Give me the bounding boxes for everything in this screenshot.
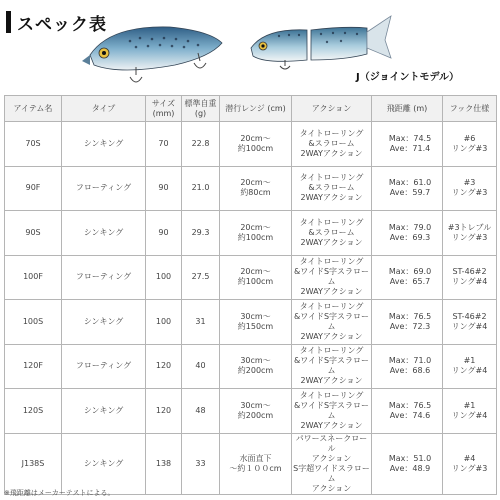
action-line: アクション bbox=[311, 483, 352, 493]
action-line: タイトローリング bbox=[299, 128, 364, 138]
hook-ring: リング#3 bbox=[451, 463, 488, 473]
range-from: 水面直下 bbox=[239, 453, 272, 463]
range-from: 20cm〜 bbox=[240, 222, 271, 232]
action-line: パワースネークロール bbox=[295, 433, 368, 453]
action-line: &スラローム bbox=[308, 138, 355, 148]
hook-ring: リング#4 bbox=[451, 410, 488, 420]
range-from: 30cm〜 bbox=[240, 356, 271, 366]
cell-item: 100S bbox=[5, 300, 62, 345]
header-type: タイプ bbox=[62, 96, 146, 122]
range-to: 約80cm bbox=[240, 188, 271, 198]
cell-weight: 27.5 bbox=[182, 255, 220, 300]
action-line: タイトローリング bbox=[299, 346, 364, 356]
cell-range bbox=[220, 255, 292, 300]
table-row bbox=[5, 211, 497, 256]
hook-size: #1 bbox=[463, 400, 476, 410]
cell-size: 90 bbox=[146, 166, 182, 211]
distance-ave: Ave：72.3 bbox=[389, 321, 431, 331]
distance-max: Max：76.5 bbox=[388, 400, 432, 410]
action-line: タイトローリング bbox=[299, 390, 364, 400]
cell-type: シンキング bbox=[62, 211, 146, 256]
cell-size: 138 bbox=[146, 433, 182, 494]
distance-ave: Ave：71.4 bbox=[389, 143, 431, 153]
table-row bbox=[5, 344, 497, 389]
cell-weight: 29.3 bbox=[182, 211, 220, 256]
range-from: 30cm〜 bbox=[240, 400, 271, 410]
cell-action bbox=[292, 300, 372, 345]
distance-ave: Ave：59.7 bbox=[389, 188, 431, 198]
cell-distance bbox=[372, 255, 443, 300]
cell-type: フローティング bbox=[62, 255, 146, 300]
cell-weight: 21.0 bbox=[182, 166, 220, 211]
distance-ave: Ave：74.6 bbox=[389, 410, 431, 420]
cell-range bbox=[220, 344, 292, 389]
action-line: 2WAYアクション bbox=[300, 287, 363, 297]
distance-max: Max：51.0 bbox=[388, 453, 432, 463]
action-line: &ワイドS字スラローム bbox=[293, 356, 370, 376]
hook-size: #3トレブル bbox=[447, 222, 492, 232]
cell-item: J138S bbox=[5, 433, 62, 494]
cell-item: 70S bbox=[5, 122, 62, 167]
hook-ring: リング#4 bbox=[451, 321, 488, 331]
hook-ring: リング#4 bbox=[451, 366, 488, 376]
distance-ave: Ave：68.6 bbox=[389, 366, 431, 376]
header-weight: 標準自重 (g) bbox=[182, 96, 220, 122]
hook-size: #3 bbox=[463, 178, 476, 188]
distance-max: Max：71.0 bbox=[388, 356, 432, 366]
cell-hook bbox=[443, 211, 497, 256]
cell-distance bbox=[372, 344, 443, 389]
cell-size: 120 bbox=[146, 344, 182, 389]
hook-ring: リング#3 bbox=[451, 188, 488, 198]
table-body bbox=[5, 122, 497, 495]
cell-distance bbox=[372, 166, 443, 211]
action-line: &ワイドS字スラローム bbox=[293, 311, 370, 331]
range-to: 〜約１００cm bbox=[229, 463, 282, 473]
cell-distance bbox=[372, 433, 443, 494]
action-line: タイトローリング bbox=[299, 257, 364, 267]
hook-size: #6 bbox=[463, 133, 476, 143]
action-line: アクション bbox=[311, 453, 352, 463]
cell-size: 90 bbox=[146, 211, 182, 256]
cell-size: 70 bbox=[146, 122, 182, 167]
lure-images bbox=[0, 0, 500, 95]
cell-weight: 22.8 bbox=[182, 122, 220, 167]
table-row bbox=[5, 122, 497, 167]
action-line: &ワイドS字スラローム bbox=[293, 267, 370, 287]
cell-weight: 40 bbox=[182, 344, 220, 389]
distance-ave: Ave：69.3 bbox=[389, 232, 431, 242]
cell-action bbox=[292, 433, 372, 494]
cell-size: 100 bbox=[146, 300, 182, 345]
cell-distance bbox=[372, 389, 443, 434]
cell-distance bbox=[372, 300, 443, 345]
cell-size: 100 bbox=[146, 255, 182, 300]
header-item: アイテム名 bbox=[5, 96, 62, 122]
table-row bbox=[5, 433, 497, 494]
cell-distance bbox=[372, 211, 443, 256]
cell-action bbox=[292, 122, 372, 167]
range-from: 20cm〜 bbox=[240, 267, 271, 277]
header-range: 潜行レンジ (cm) bbox=[220, 96, 292, 122]
hook-ring: リング#3 bbox=[451, 232, 488, 242]
cell-range bbox=[220, 211, 292, 256]
range-from: 20cm〜 bbox=[240, 178, 271, 188]
cell-hook bbox=[443, 255, 497, 300]
cell-hook bbox=[443, 166, 497, 211]
action-line: S字超ワイドスラローム bbox=[293, 463, 370, 483]
minnow-lure-image bbox=[80, 5, 230, 95]
cell-hook bbox=[443, 344, 497, 389]
cell-hook bbox=[443, 300, 497, 345]
cell-type: シンキング bbox=[62, 389, 146, 434]
range-to: 約100cm bbox=[237, 232, 274, 242]
cell-weight: 48 bbox=[182, 389, 220, 434]
cell-action bbox=[292, 344, 372, 389]
range-to: 約200cm bbox=[237, 366, 274, 376]
hook-size: ST-46#2 bbox=[452, 311, 487, 321]
action-line: タイトローリング bbox=[299, 301, 364, 311]
header-action: アクション bbox=[292, 96, 372, 122]
table-header-row bbox=[5, 96, 497, 122]
distance-max: Max：61.0 bbox=[388, 178, 432, 188]
action-line: 2WAYアクション bbox=[300, 331, 363, 341]
cell-weight: 31 bbox=[182, 300, 220, 345]
cell-type: シンキング bbox=[62, 433, 146, 494]
action-line: &ワイドS字スラローム bbox=[293, 400, 370, 420]
spec-table bbox=[4, 95, 497, 495]
action-line: 2WAYアクション bbox=[300, 420, 363, 430]
cell-item: 120S bbox=[5, 389, 62, 434]
cell-hook bbox=[443, 122, 497, 167]
distance-max: Max：79.0 bbox=[388, 222, 432, 232]
range-from: 30cm〜 bbox=[240, 311, 271, 321]
title-text: スペック表 bbox=[17, 14, 107, 35]
cell-size: 120 bbox=[146, 389, 182, 434]
distance-max: Max：69.0 bbox=[388, 267, 432, 277]
cell-type: フローティング bbox=[62, 344, 146, 389]
distance-ave: Ave：48.9 bbox=[389, 463, 431, 473]
joint-model-label: J（ジョイントモデル） bbox=[356, 72, 460, 83]
action-line: 2WAYアクション bbox=[300, 237, 363, 247]
range-from: 20cm〜 bbox=[240, 133, 271, 143]
range-to: 約100cm bbox=[237, 277, 274, 287]
cell-item: 90F bbox=[5, 166, 62, 211]
distance-ave: Ave：65.7 bbox=[389, 277, 431, 287]
cell-range bbox=[220, 433, 292, 494]
range-to: 約100cm bbox=[237, 143, 274, 153]
cell-action bbox=[292, 166, 372, 211]
table-row bbox=[5, 255, 497, 300]
header-distance: 飛距離 (m) bbox=[372, 96, 443, 122]
cell-distance bbox=[372, 122, 443, 167]
range-to: 約150cm bbox=[237, 321, 274, 331]
cell-action bbox=[292, 389, 372, 434]
header-size: サイズ (mm) bbox=[146, 96, 182, 122]
action-line: &スラローム bbox=[308, 183, 355, 193]
cell-range bbox=[220, 300, 292, 345]
distance-max: Max：76.5 bbox=[388, 311, 432, 321]
cell-action bbox=[292, 211, 372, 256]
hook-size: #4 bbox=[463, 453, 476, 463]
table-row bbox=[5, 166, 497, 211]
cell-range bbox=[220, 122, 292, 167]
cell-item: 90S bbox=[5, 211, 62, 256]
cell-hook bbox=[443, 389, 497, 434]
distance-max: Max：74.5 bbox=[388, 133, 432, 143]
cell-hook bbox=[443, 433, 497, 494]
table-row bbox=[5, 300, 497, 345]
action-line: 2WAYアクション bbox=[300, 193, 363, 203]
range-to: 約200cm bbox=[237, 410, 274, 420]
action-line: タイトローリング bbox=[299, 217, 364, 227]
cell-type: シンキング bbox=[62, 122, 146, 167]
action-line: 2WAYアクション bbox=[300, 376, 363, 386]
cell-weight: 33 bbox=[182, 433, 220, 494]
cell-range bbox=[220, 389, 292, 434]
table-row bbox=[5, 389, 497, 434]
hook-ring: リング#3 bbox=[451, 143, 488, 153]
cell-type: フローティング bbox=[62, 166, 146, 211]
action-line: 2WAYアクション bbox=[300, 148, 363, 158]
action-line: タイトローリング bbox=[299, 173, 364, 183]
cell-item: 120F bbox=[5, 344, 62, 389]
cell-range bbox=[220, 166, 292, 211]
cell-type: シンキング bbox=[62, 300, 146, 345]
header-hook: フック仕様 bbox=[443, 96, 497, 122]
footnote: ※飛距離はメーカーテストによる。 bbox=[4, 489, 115, 497]
joint-lure-image bbox=[245, 2, 395, 72]
cell-item: 100F bbox=[5, 255, 62, 300]
action-line: &スラローム bbox=[308, 227, 355, 237]
hook-size: ST-46#2 bbox=[452, 267, 487, 277]
hook-size: #1 bbox=[463, 356, 476, 366]
hook-ring: リング#4 bbox=[451, 277, 488, 287]
cell-action bbox=[292, 255, 372, 300]
